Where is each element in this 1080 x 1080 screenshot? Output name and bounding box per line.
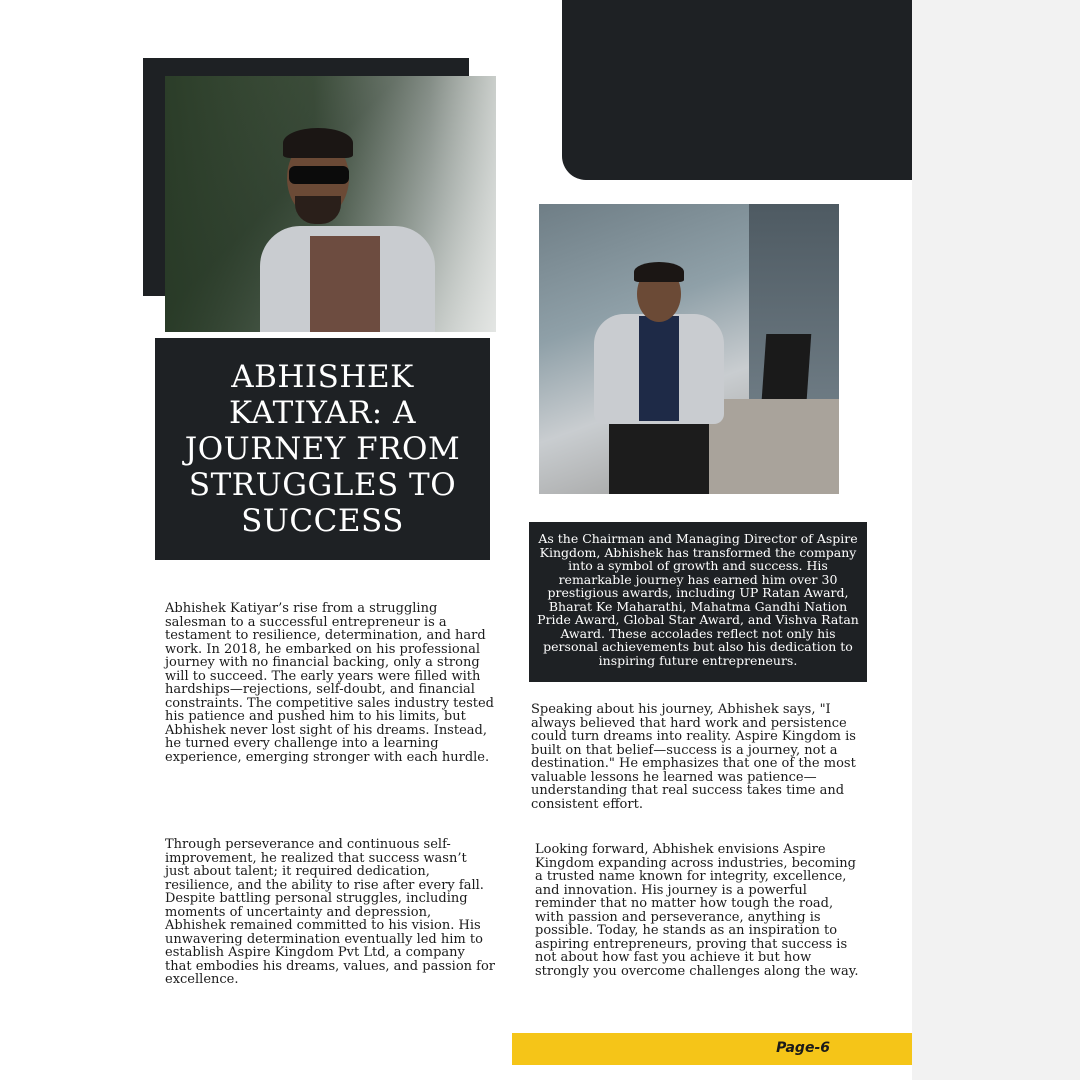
article-paragraph-4: Looking forward, Abhishek envisions Aspire Kingdom expanding across industries, becoming a trusted name known for integrity, excellence, and innovation. His journey is a powerful reminder that no matter how tough the road, with passion and perseverance, anything is possible. Today, he stands as an inspiration to aspiring entrepreneurs, proving that success is not about how fast you achieve it but how strongly you overcome challenges along the way. bbox=[535, 842, 859, 979]
article-title-box bbox=[155, 338, 490, 560]
right-margin-strip bbox=[912, 0, 1080, 1080]
sunglasses-icon bbox=[289, 166, 349, 184]
article-paragraph-2: Through perseverance and continuous self-improvement, he realized that success wasn’t just about talent; it required dedication, resilience, and the ability to rise after every fall. Despite battling personal struggles, including moments of uncertainty and depression, Abhishek remained committed to his vision. His unwavering determination eventually led him to establish Aspire Kingdom Pvt Ltd, a company that embodies his dreams, values, and passion for excellence. bbox=[165, 837, 496, 987]
portrait-photo-sunglasses bbox=[165, 76, 496, 332]
footer-bar bbox=[512, 1033, 912, 1065]
page-number: Page-6 bbox=[776, 1040, 830, 1056]
photo-at-laptop bbox=[539, 204, 839, 494]
article-title: ABHISHEK KATIYAR: A JOURNEY FROM STRUGGLES TO SUCCESS bbox=[184, 359, 461, 539]
highlight-text: As the Chairman and Managing Director of Aspire Kingdom, Abhishek has transformed the company into a symbol of growth and success. His remarkable journey has earned him over 30 prestigious awards, including UP Ratan Award, Bharat Ke Maharathi, Mahatma Gandhi Nation Pride Award, Global Star Award, and Vishva Ratan Award. These accolades reflect not only his personal achievements but also his dedication to inspiring future entrepreneurs. bbox=[537, 531, 859, 668]
article-paragraph-3: Speaking about his journey, Abhishek says, "I always believed that hard work and persistence could turn dreams into reality. Aspire Kingdom is built on that belief—success is a journey, not a destination." He emphasizes that one of the most valuable lessons he learned was patience—understanding that real success takes time and consistent effort. bbox=[531, 702, 856, 812]
photo-2-trousers bbox=[609, 424, 709, 494]
photo-2-hair bbox=[634, 262, 684, 282]
laptop-icon bbox=[762, 334, 812, 399]
photo-1-shirt bbox=[310, 236, 380, 332]
top-dark-decoration bbox=[562, 0, 912, 180]
highlight-box bbox=[529, 522, 867, 682]
article-paragraph-1: Abhishek Katiyar’s rise from a struggling salesman to a successful entrepreneur is a testament to resilience, determination, and hard work. In 2018, he embarked on his professional journey with no financial backing, only a strong will to succeed. The early years were filled with hardships—rejections, self-doubt, and financial constraints. The competitive sales industry tested his patience and pushed him to his limits, but Abhishek never lost sight of his dreams. Instead, he turned every challenge into a learning experience, emerging stronger with each hurdle. bbox=[165, 601, 494, 765]
photo-1-hair bbox=[283, 128, 353, 158]
photo-2-shirt bbox=[639, 316, 679, 421]
